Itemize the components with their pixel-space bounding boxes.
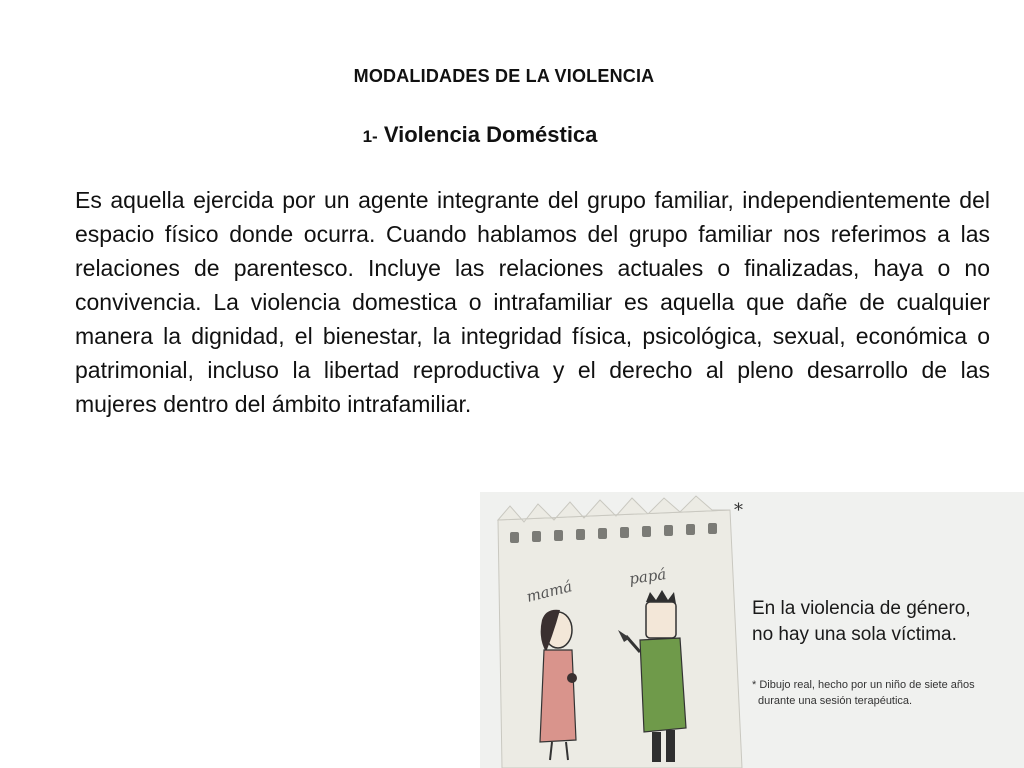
footnote-line-2: durante una sesión terapéutica.	[758, 695, 913, 707]
asterisk-mark: *	[734, 500, 743, 521]
figure-caption	[752, 596, 971, 648]
label-father: papá	[628, 564, 668, 588]
section-heading	[0, 122, 960, 148]
mother-figure	[540, 610, 577, 760]
caption-line-1: En la violencia de género,	[752, 598, 971, 619]
section-number: 1-	[362, 127, 378, 146]
body-paragraph: Es aquella ejercida por un agente integrante del grupo familiar, independientemente del espacio físico donde ocurra. Cuando hablamos del grupo familiar nos referimos a las relaciones de parentesco. Incluye las relaciones actuales o finalizadas, haya o no convivencia. La violencia domestica o intrafamiliar es aquella que dañe de cualquier manera la dignidad, el bienestar, la integridad física, psicológica, sexual, económica o patrimonial, incluso la libertad reproductiva y el derecho al pleno desarrollo de las mujeres dentro del ámbito intrafamiliar.	[75, 187, 990, 417]
section-heading-text: Violencia Doméstica	[383, 122, 598, 147]
notebook-paper	[498, 510, 742, 768]
label-mother: mamá	[524, 577, 574, 606]
footnote-line-1: * Dibujo real, hecho por un niño de siete años	[752, 679, 975, 691]
figure-footnote	[752, 677, 975, 709]
caption-line-2: no hay una sola víctima.	[752, 624, 957, 645]
slide-title: MODALIDADES DE LA VIOLENCIA	[353, 66, 655, 86]
